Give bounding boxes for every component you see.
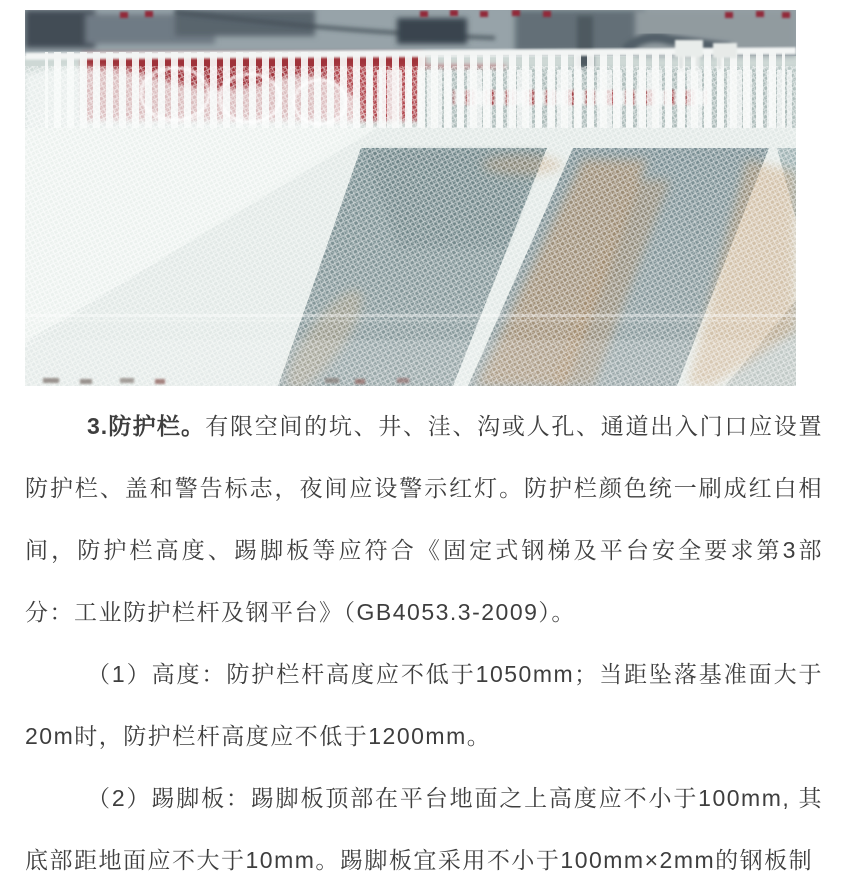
veil <box>25 10 796 386</box>
bottom-haze <box>25 340 796 386</box>
body-text <box>25 395 823 891</box>
paragraph-toeboard-rule <box>25 767 823 891</box>
paragraph-lead: 3.防护栏。 <box>87 413 206 439</box>
paragraph-guardrail-intro <box>25 395 823 643</box>
safety-net-photo-canvas <box>25 10 796 386</box>
safety-net-photo <box>25 10 796 386</box>
paragraph-text: 有限空间的坑、井、洼、沟或人孔、通道出入门口应设置防护栏、盖和警告标志，夜间应设警示红灯。防护栏颜色统一刷成红白相间，防护栏高度、踢脚板等应符合《固定式钢梯及平台安全要求第3部分：工业防护栏杆及钢平台》（GB4053.3-2009）。 <box>25 413 824 625</box>
paragraph-text: （2）踢脚板：踢脚板顶部在平台地面之上高度应不小于100mm, 其底部距地面应不大于10mm。踢脚板宜采用不小于100mm×2mm的钢板制 <box>25 785 823 873</box>
paragraph-text: （1）高度：防护栏杆高度应不低于1050mm；当距坠落基准面大于20m时，防护栏杆高度应不低于1200mm。 <box>25 661 823 749</box>
paragraph-height-rule <box>25 643 823 767</box>
